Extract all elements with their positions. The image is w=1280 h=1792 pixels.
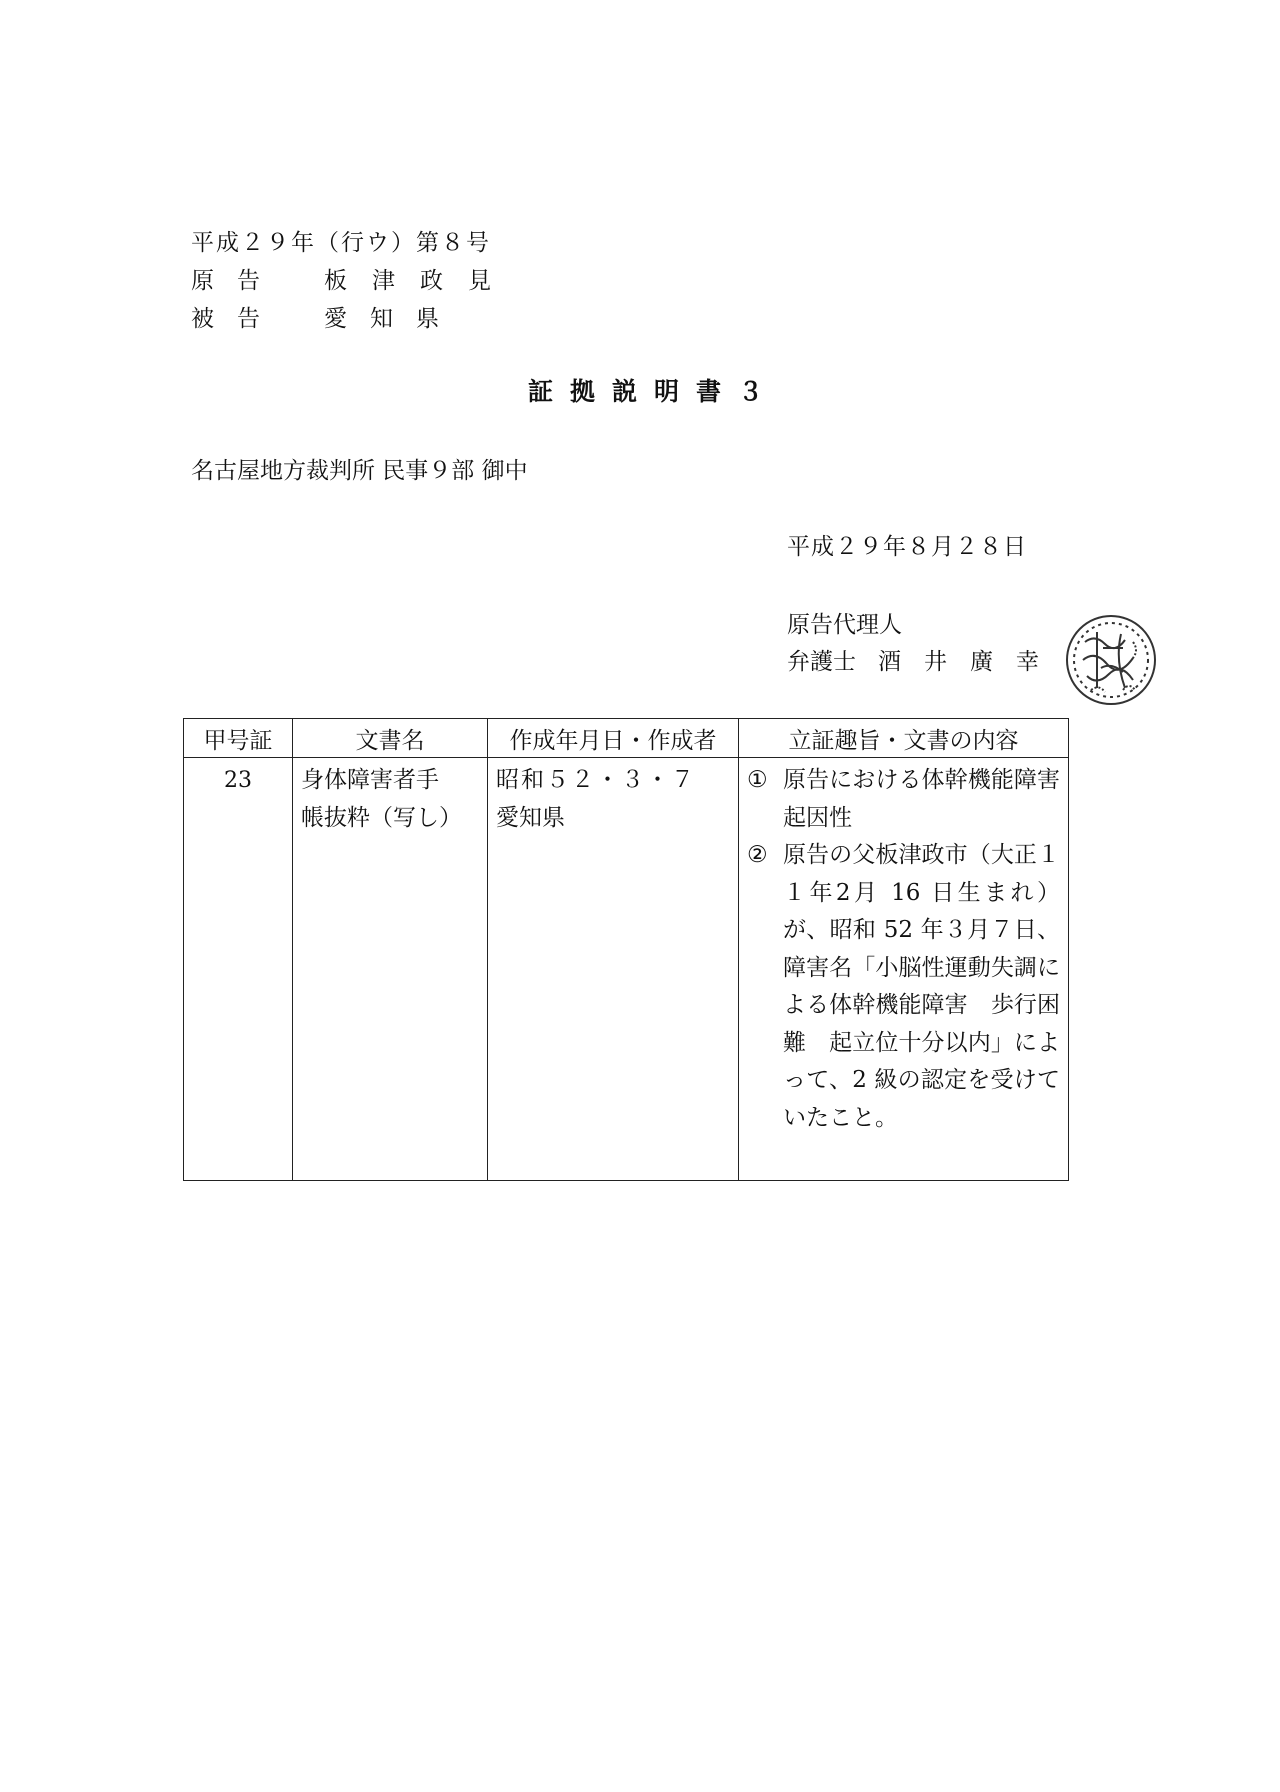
- purpose-item: [747, 762, 1060, 837]
- document-name-line: 帳抜粋（写し）: [301, 804, 462, 831]
- col-header-purpose: 立証趣旨・文書の内容: [739, 719, 1069, 758]
- case-number: 平成２９年（行ウ）第８号: [191, 230, 491, 256]
- purpose-text: 原告の父板津政市（大正１１年2月 16 日生まれ）が、昭和 52 年３月７日、障害名「小脳性運動失調による体幹機能障害 歩行困難 起立位十分以内」によって、2 級の認定を受けていたこと。: [783, 842, 1060, 1131]
- case-number-row: [191, 224, 503, 262]
- document-date: 平成２９年８月２８日: [787, 534, 1027, 560]
- col-header-document-name: 文書名: [293, 719, 488, 758]
- document-name-line: 身体障害者手: [301, 767, 439, 793]
- table-header-row: [184, 719, 1069, 758]
- plaintiff-label: 原 告: [191, 268, 260, 294]
- purpose-text: 原告における体幹機能障害起因性: [783, 767, 1060, 831]
- document-name-cell: [293, 758, 488, 1181]
- creation-cell: [488, 758, 739, 1181]
- defendant-name: 愛 知 県: [324, 306, 439, 332]
- plaintiff-name: 板津政見: [324, 268, 516, 294]
- plaintiff-row: [191, 262, 516, 300]
- agent-name: 酒 井 廣 幸: [878, 649, 1039, 675]
- agent-title: 弁護士: [787, 649, 856, 675]
- defendant-label: 被 告: [191, 306, 260, 332]
- agent-label: 原告代理人: [787, 612, 902, 638]
- defendant-row: [191, 300, 503, 338]
- evidence-number: 23: [184, 758, 293, 1181]
- evidence-table: [183, 718, 1069, 1181]
- table-row: [184, 758, 1069, 1181]
- document-title: 証拠説明書３: [528, 377, 781, 406]
- purpose-marker: ①: [747, 767, 768, 793]
- agent-line: [787, 643, 1039, 676]
- creator: 愛知県: [496, 804, 565, 831]
- col-header-evidence-number: 甲号証: [184, 719, 293, 758]
- case-header: [191, 224, 516, 338]
- seal-stamp-icon: [1063, 612, 1159, 708]
- addressee: 名古屋地方裁判所 民事９部 御中: [191, 458, 528, 484]
- creation-date: 昭和５２・３・７: [496, 767, 696, 793]
- purpose-item: [747, 837, 1060, 1137]
- col-header-creation: 作成年月日・作成者: [488, 719, 739, 758]
- purpose-marker: ②: [747, 842, 768, 868]
- purpose-cell: [739, 758, 1069, 1181]
